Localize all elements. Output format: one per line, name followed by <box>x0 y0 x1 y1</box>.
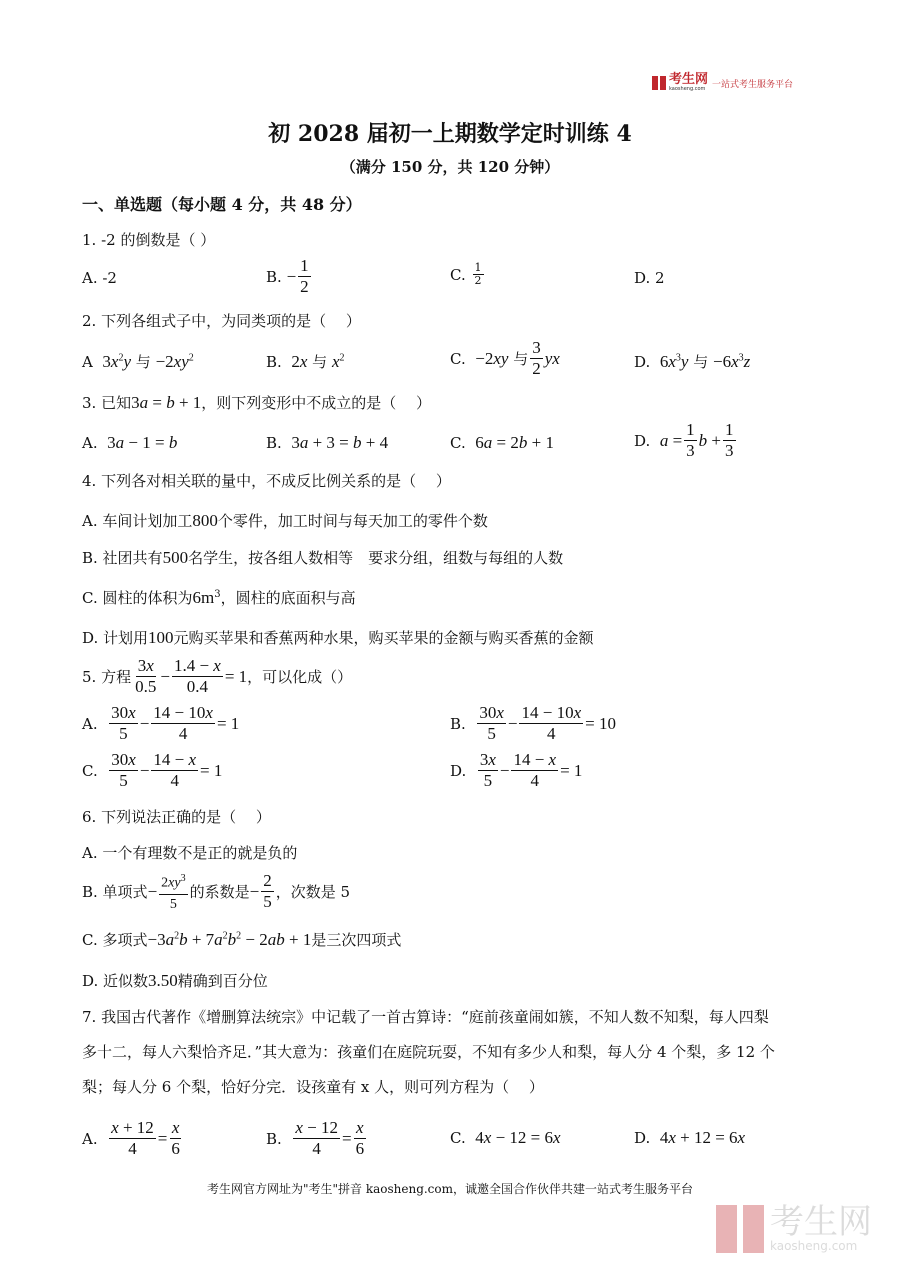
question-1-stem: 1. -2 的倒数是（ ） <box>82 231 216 249</box>
q2-option-b: B. 2x 与 $x^2$ <box>266 352 345 371</box>
q6-option-b: B. 单项式 − $\frac{2xy^3}{5}$ 的系数是 − $\frac{2}{5}$ ，次数是 5 <box>82 869 350 915</box>
q3-option-b: B. 3a + 3 = b + 4 <box>266 433 389 452</box>
q4-option-a: A. 车间计划加工800个零件，加工时间与每天加工的零件个数 <box>82 511 488 530</box>
question-4-stem: 4. 下列各对相关联的量中，不成反比例关系的是（ ） <box>82 472 451 490</box>
q5-option-a: A. $\frac{30x}{5}$ − $\frac{14 - 10x}{4}$ = 1 <box>82 703 240 743</box>
q6-option-d: D. 近似数3.50精确到百分位 <box>82 971 268 990</box>
watermark-logo-icon <box>716 1205 764 1253</box>
question-3-stem: 3. 已知3a = b + 1，则下列变形中不成立的是（ ） <box>82 393 432 412</box>
q2-option-c: C. −2xy 与 $\frac{3}{2}$ yx <box>450 338 560 378</box>
q5-option-c: C. $\frac{30x}{5}$ − $\frac{14 - x}{4}$ = 1 <box>82 750 223 790</box>
logo-name: 考生网 <box>669 72 709 87</box>
q4-option-d: D. 计划用100元购买苹果和香蕉两种水果，购买苹果的金额与购买香蕉的金额 <box>82 628 594 647</box>
brand-logo <box>652 74 793 92</box>
watermark-domain: kaosheng.com <box>770 1239 858 1253</box>
q5-option-b: B. $\frac{30x}{5}$ − $\frac{14 - 10x}{4}$ = 10 <box>450 703 616 743</box>
q7-option-b: B. $\frac{x - 12}{4}$ = $\frac{x}{6}$ <box>266 1118 365 1158</box>
q1-option-c: C. $\frac{1}{2}$ <box>450 261 482 287</box>
q1-option-b: B. − $\frac{1}{2}$ <box>266 256 309 296</box>
watermark-text: 考生网 <box>770 1202 872 1242</box>
q4-option-c: C. 圆柱的体积为$6m^3$，圆柱的底面积与高 <box>82 588 356 607</box>
logo-icon <box>652 76 666 90</box>
q3-option-a: A. 3a − 1 = b <box>82 433 178 452</box>
question-2-stem: 2. 下列各组式子中，为同类项的是（ ） <box>82 312 361 330</box>
q7-option-a: A. $\frac{x + 12}{4}$ = $\frac{x}{6}$ <box>82 1118 180 1158</box>
q5-option-d: D. $\frac{3x}{5}$ − $\frac{14 - x}{4}$ = 1 <box>450 750 583 790</box>
q1-option-a: A. -2 <box>82 269 117 287</box>
question-6-stem: 6. 下列说法正确的是（ ） <box>82 808 271 826</box>
question-7-line-1: 7. 我国古代著作《增删算法统宗》中记载了一首古算诗：“庭前孩童闹如簇，不知人数不知梨，每人四梨 <box>82 1008 769 1026</box>
section-heading: 一、单选题（每小题 4 分，共 48 分） <box>82 195 362 214</box>
q6-option-a: A. 一个有理数不是正的就是负的 <box>82 844 298 862</box>
q1-option-d: D. 2 <box>634 269 665 287</box>
logo-slogan: 一站式考生服务平台 <box>712 79 794 90</box>
logo-domain: kaosheng.com <box>669 86 706 92</box>
q6-option-c: C. 多项式$-3a^2b + 7a^2b^2 - 2ab + 1$是三次四项式 <box>82 930 402 949</box>
q3-option-c: C. 6a = 2b + 1 <box>450 433 554 452</box>
q3-option-d: D. a = $\frac{1}{3}$ b + $\frac{1}{3}$ <box>634 420 734 460</box>
page-subtitle: （满分 150 分，共 120 分钟） <box>340 158 560 176</box>
q4-option-b: B. 社团共有500名学生，按各组人数相等 要求分组，组数与每组的人数 <box>82 548 564 567</box>
q7-option-d: D. 4x + 12 = 6x <box>634 1128 746 1147</box>
question-7-line-2: 多十二，每人六梨恰齐足．”其大意为：孩童们在庭院玩耍，不知有多少人和梨，每人分 4 个梨，多 12 个 <box>82 1043 775 1061</box>
q2-option-d: D. $6x^3y$ 与 $-6x^3z$ <box>634 352 751 371</box>
question-7-line-3: 梨；每人分 6 个梨，恰好分完．设孩童有 x 人，则可列方程为（ ） <box>82 1078 544 1096</box>
page-footer: 考生网官方网址为"考生"拼音 kaosheng.com，诚邀全国合作伙伴共建一站式考生服务平台 <box>206 1182 694 1196</box>
watermark <box>716 1202 872 1253</box>
q2-option-a: A $3x^2y$ 与 $-2xy^2$ <box>82 352 194 371</box>
page-title: 初 2028 届初一上期数学定时训练 4 <box>268 121 632 147</box>
question-5-stem: 5. 方程 $\frac{3x}{0.5}$ − $\frac{1.4 - x}{0.4}$ = 1 ，可以化成（） <box>82 656 353 696</box>
q7-option-c: C. 4x − 12 = 6x <box>450 1128 561 1147</box>
